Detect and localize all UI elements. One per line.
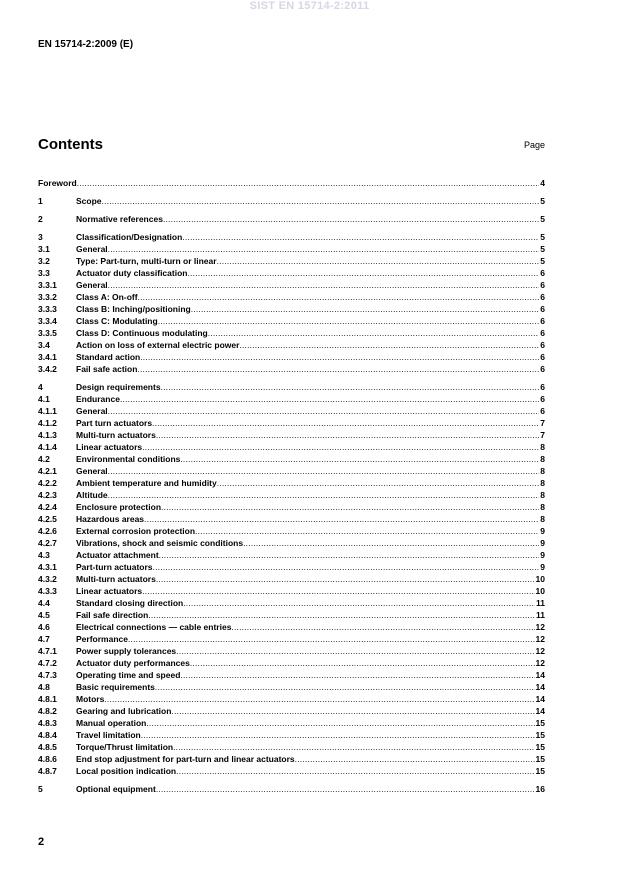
- toc-entry[interactable]: [38, 255, 545, 267]
- toc-entry-number: 4.2.4: [38, 502, 57, 512]
- toc-dot-leader: [120, 393, 539, 405]
- toc-entry-page: 8: [540, 514, 545, 524]
- toc-entry-page: 8: [540, 502, 545, 512]
- toc-entry-title: Class C: Modulating: [76, 316, 158, 326]
- toc-entry-number: 1: [38, 196, 43, 206]
- page-column-label: Page: [523, 140, 545, 150]
- toc-dot-leader: [187, 267, 539, 279]
- toc-entry-title: End stop adjustment for part-turn and linear actuators: [76, 754, 295, 764]
- toc-entry[interactable]: [38, 657, 545, 669]
- toc-entry-page: 6: [540, 382, 545, 392]
- toc-dot-leader: [144, 513, 539, 525]
- toc-entry[interactable]: [38, 441, 545, 453]
- toc-dot-leader: [137, 363, 539, 375]
- toc-entry-number: 4.8.4: [38, 730, 57, 740]
- toc-dot-leader: [180, 453, 539, 465]
- toc-entry-number: 4.8.1: [38, 694, 57, 704]
- toc-entry-number: 4.2.6: [38, 526, 57, 536]
- toc-entry-title: General: [76, 406, 108, 416]
- toc-entry[interactable]: [38, 327, 545, 339]
- toc-entry-number: 3.4: [38, 340, 50, 350]
- toc-entry[interactable]: [38, 405, 545, 417]
- toc-entry[interactable]: [38, 633, 545, 645]
- toc-entry-number: 4.8.3: [38, 718, 57, 728]
- toc-entry[interactable]: [38, 585, 545, 597]
- contents-heading: Contents: [38, 136, 103, 153]
- toc-entry[interactable]: [38, 645, 545, 657]
- toc-dot-leader: [243, 537, 539, 549]
- toc-dot-leader: [156, 429, 539, 441]
- toc-entry-number: 4.8: [38, 682, 50, 692]
- toc-entry-number: 3.3: [38, 268, 50, 278]
- toc-entry-page: 10: [535, 586, 545, 596]
- toc-dot-leader: [173, 741, 534, 753]
- toc-dot-leader: [231, 621, 534, 633]
- toc-entry[interactable]: [38, 669, 545, 681]
- toc-dot-leader: [138, 291, 540, 303]
- toc-entry-title: Foreword: [38, 178, 77, 188]
- toc-entry[interactable]: [38, 561, 545, 573]
- toc-entry-number: 5: [38, 784, 43, 794]
- toc-entry-title: External corrosion protection: [76, 526, 196, 536]
- toc-entry[interactable]: [38, 381, 545, 393]
- toc-entry-number: 4.8.2: [38, 706, 57, 716]
- toc-entry-title: Altitude: [76, 490, 108, 500]
- toc-dot-leader: [190, 657, 535, 669]
- toc-entry-title: Power supply tolerances: [76, 646, 177, 656]
- toc-entry-page: 15: [535, 730, 545, 740]
- toc-entry[interactable]: [38, 705, 545, 717]
- toc-entry[interactable]: [38, 609, 545, 621]
- toc-entry-number: 4.1.1: [38, 406, 57, 416]
- toc-entry-number: 3.3.2: [38, 292, 57, 302]
- toc-entry-page: 5: [540, 232, 545, 242]
- toc-entry-number: 3.1: [38, 244, 50, 254]
- toc-dot-leader: [158, 315, 540, 327]
- toc-dot-leader: [148, 609, 535, 621]
- toc-entry-title: Classification/Designation: [76, 232, 183, 242]
- toc-dot-leader: [161, 381, 540, 393]
- toc-entry-title: Actuator duty classification: [76, 268, 188, 278]
- toc-entry-title: Scope: [76, 196, 102, 206]
- toc-entry[interactable]: [38, 351, 545, 363]
- toc-entry-number: 4.3.3: [38, 586, 57, 596]
- toc-entry-page: 6: [540, 352, 545, 362]
- toc-entry-page: 9: [540, 526, 545, 536]
- toc-dot-leader: [102, 195, 540, 207]
- toc-entry[interactable]: [38, 303, 545, 315]
- toc-entry-number: 4.1: [38, 394, 50, 404]
- toc-entry-page: 14: [535, 670, 545, 680]
- toc-entry[interactable]: [38, 429, 545, 441]
- toc-entry-page: 16: [535, 784, 545, 794]
- toc-dot-leader: [159, 549, 540, 561]
- toc-dot-leader: [146, 717, 534, 729]
- toc-entry-page: 14: [535, 682, 545, 692]
- toc-entry-number: 4.3.2: [38, 574, 57, 584]
- toc-entry-page: 15: [535, 766, 545, 776]
- toc-entry[interactable]: [38, 477, 545, 489]
- toc-entry-number: 4.2.5: [38, 514, 57, 524]
- toc-entry-page: 8: [540, 466, 545, 476]
- toc-entry-number: 3: [38, 232, 43, 242]
- toc-dot-leader: [104, 693, 534, 705]
- toc-dot-leader: [142, 585, 534, 597]
- toc-dot-leader: [128, 633, 535, 645]
- toc-entry-page: 6: [540, 328, 545, 338]
- toc-entry-page: 15: [535, 718, 545, 728]
- toc-entry-page: 12: [535, 622, 545, 632]
- toc-entry[interactable]: [38, 693, 545, 705]
- toc-dot-leader: [180, 669, 534, 681]
- toc-entry-page: 8: [540, 454, 545, 464]
- toc-entry-number: 4.1.2: [38, 418, 57, 428]
- toc-entry-page: 6: [540, 364, 545, 374]
- toc-entry-page: 8: [540, 442, 545, 452]
- toc-entry-number: 4.1.4: [38, 442, 57, 452]
- toc-entry[interactable]: [38, 279, 545, 291]
- toc-entry-number: 4: [38, 382, 43, 392]
- toc-entry-page: 8: [540, 478, 545, 488]
- toc-entry-page: 6: [540, 316, 545, 326]
- toc-entry[interactable]: [38, 243, 545, 255]
- toc-entry-title: Standard closing direction: [76, 598, 184, 608]
- toc-entry[interactable]: [38, 315, 545, 327]
- toc-entry-number: 4.5: [38, 610, 50, 620]
- toc-entry-number: 3.2: [38, 256, 50, 266]
- toc-entry-title: Hazardous areas: [76, 514, 145, 524]
- toc-entry-page: 14: [535, 706, 545, 716]
- toc-dot-leader: [239, 339, 539, 351]
- toc-entry-number: 4.2.1: [38, 466, 57, 476]
- toc-entry-number: 3.4.2: [38, 364, 57, 374]
- toc-entry[interactable]: [38, 501, 545, 513]
- toc-entry-number: 3.4.1: [38, 352, 57, 362]
- toc-entry[interactable]: [38, 213, 545, 225]
- toc-entry-title: Class B: Inching/positioning: [76, 304, 191, 314]
- toc-entry-title: Standard action: [76, 352, 141, 362]
- toc-entry[interactable]: [38, 465, 545, 477]
- toc-entry-title: Design requirements: [76, 382, 161, 392]
- toc-entry-page: 6: [540, 268, 545, 278]
- toc-entry-number: 2: [38, 214, 43, 224]
- toc-entry-page: 6: [540, 304, 545, 314]
- toc-dot-leader: [108, 465, 540, 477]
- toc-entry-number: 4.6: [38, 622, 50, 632]
- toc-entry-title: Optional equipment: [76, 784, 156, 794]
- toc-entry-title: Performance: [76, 634, 128, 644]
- toc-entry-page: 10: [535, 574, 545, 584]
- toc-entry[interactable]: [38, 729, 545, 741]
- toc-entry[interactable]: [38, 513, 545, 525]
- toc-entry-title: Ambient temperature and humidity: [76, 478, 217, 488]
- toc-entry-number: 4.3.1: [38, 562, 57, 572]
- toc-entry-title: Linear actuators: [76, 586, 143, 596]
- toc-dot-leader: [152, 417, 539, 429]
- toc-dot-leader: [176, 645, 534, 657]
- toc-entry-title: Action on loss of external electric power: [76, 340, 240, 350]
- toc-dot-leader: [156, 573, 535, 585]
- toc-entry-page: 4: [540, 178, 545, 188]
- toc-entry-title: Type: Part-turn, multi-turn or linear: [76, 256, 217, 266]
- toc-dot-leader: [161, 501, 539, 513]
- toc-dot-leader: [108, 405, 540, 417]
- toc-entry-number: 4.7.2: [38, 658, 57, 668]
- toc-entry-page: 5: [540, 256, 545, 266]
- toc-entry-page: 9: [540, 562, 545, 572]
- toc-entry-number: 3.3.1: [38, 280, 57, 290]
- toc-dot-leader: [153, 561, 540, 573]
- toc-entry-number: 4.2.2: [38, 478, 57, 488]
- toc-entry[interactable]: [38, 537, 545, 549]
- toc-entry-page: 11: [536, 598, 545, 608]
- toc-entry-title: Motors: [76, 694, 105, 704]
- toc-entry[interactable]: [38, 783, 545, 795]
- toc-entry-number: 4.7.3: [38, 670, 57, 680]
- toc-entry-number: 4.2.7: [38, 538, 57, 548]
- toc-entry[interactable]: [38, 453, 545, 465]
- toc-entry-number: 4.8.6: [38, 754, 57, 764]
- toc-dot-leader: [195, 525, 539, 537]
- toc-dot-leader: [141, 729, 535, 741]
- toc-entry[interactable]: [38, 765, 545, 777]
- toc-entry-title: Electrical connections — cable entries: [76, 622, 232, 632]
- toc-entry[interactable]: [38, 291, 545, 303]
- toc-entry-page: 14: [535, 694, 545, 704]
- toc-entry[interactable]: [38, 363, 545, 375]
- toc-entry-page: 6: [540, 280, 545, 290]
- toc-entry-title: Enclosure protection: [76, 502, 162, 512]
- toc-entry-title: Normative references: [76, 214, 163, 224]
- toc-entry[interactable]: [38, 597, 545, 609]
- toc-entry-number: 4.3: [38, 550, 50, 560]
- toc-dot-leader: [142, 441, 539, 453]
- toc-entry-title: Vibrations, shock and seismic conditions: [76, 538, 244, 548]
- toc-entry[interactable]: [38, 525, 545, 537]
- toc-dot-leader: [140, 351, 539, 363]
- toc-dot-leader: [217, 255, 540, 267]
- toc-entry-title: Class A: On-off: [76, 292, 138, 302]
- toc-dot-leader: [163, 213, 539, 225]
- table-of-contents: [38, 177, 545, 795]
- toc-dot-leader: [156, 783, 535, 795]
- toc-dot-leader: [217, 477, 540, 489]
- toc-entry[interactable]: [38, 393, 545, 405]
- toc-dot-leader: [171, 705, 534, 717]
- toc-entry-number: 3.3.4: [38, 316, 57, 326]
- toc-entry[interactable]: [38, 549, 545, 561]
- toc-entry-number: 4.7: [38, 634, 50, 644]
- watermark: SIST EN 15714-2:2011: [249, 0, 370, 12]
- toc-dot-leader: [108, 489, 540, 501]
- toc-entry-title: Actuator duty performances: [76, 658, 190, 668]
- toc-entry-title: Travel limitation: [76, 730, 141, 740]
- toc-entry-title: Multi-turn actuators: [76, 430, 156, 440]
- toc-entry[interactable]: [38, 741, 545, 753]
- toc-entry-page: 8: [540, 490, 545, 500]
- toc-entry-page: 5: [540, 244, 545, 254]
- toc-entry-title: Actuator attachment: [76, 550, 159, 560]
- toc-entry-page: 5: [540, 214, 545, 224]
- toc-entry-title: Multi-turn actuators: [76, 574, 156, 584]
- toc-entry-title: Fail safe direction: [76, 610, 149, 620]
- toc-entry-page: 9: [540, 550, 545, 560]
- toc-entry-title: Torque/Thrust limitation: [76, 742, 174, 752]
- toc-entry-page: 12: [535, 646, 545, 656]
- toc-entry-title: Basic requirements: [76, 682, 155, 692]
- toc-entry-page: 15: [535, 742, 545, 752]
- toc-entry-number: 4.2.3: [38, 490, 57, 500]
- toc-entry-page: 9: [540, 538, 545, 548]
- toc-entry[interactable]: [38, 177, 545, 189]
- toc-entry-number: 3.3.5: [38, 328, 57, 338]
- toc-entry-page: 6: [540, 406, 545, 416]
- toc-entry[interactable]: [38, 231, 545, 243]
- toc-entry-title: Endurance: [76, 394, 120, 404]
- toc-dot-leader: [182, 231, 539, 243]
- toc-entry-title: Environmental conditions: [76, 454, 181, 464]
- document-id: EN 15714-2:2009 (E): [38, 39, 134, 50]
- toc-entry-title: Linear actuators: [76, 442, 143, 452]
- toc-entry-page: 12: [535, 634, 545, 644]
- toc-entry-page: 12: [535, 658, 545, 668]
- toc-entry-title: Part-turn actuators: [76, 562, 153, 572]
- toc-entry-page: 6: [540, 340, 545, 350]
- toc-entry-title: General: [76, 280, 108, 290]
- toc-entry-title: Gearing and lubrication: [76, 706, 172, 716]
- toc-entry-title: Local position indication: [76, 766, 177, 776]
- toc-dot-leader: [183, 597, 535, 609]
- toc-entry-title: Manual operation: [76, 718, 147, 728]
- toc-entry[interactable]: [38, 621, 545, 633]
- toc-dot-leader: [77, 177, 540, 189]
- toc-entry-page: 7: [540, 430, 545, 440]
- toc-dot-leader: [176, 765, 534, 777]
- toc-entry-title: General: [76, 466, 108, 476]
- toc-dot-leader: [295, 753, 535, 765]
- toc-entry[interactable]: [38, 753, 545, 765]
- toc-entry-page: 15: [535, 754, 545, 764]
- toc-entry-number: 4.2: [38, 454, 50, 464]
- toc-entry-number: 4.7.1: [38, 646, 57, 656]
- toc-dot-leader: [191, 303, 540, 315]
- toc-entry-title: Fail safe action: [76, 364, 138, 374]
- page-number: 2: [38, 836, 45, 848]
- toc-entry[interactable]: [38, 717, 545, 729]
- toc-entry[interactable]: [38, 489, 545, 501]
- toc-dot-leader: [108, 243, 540, 255]
- toc-dot-leader: [108, 279, 540, 291]
- toc-entry-title: Class D: Continuous modulating: [76, 328, 208, 338]
- toc-entry[interactable]: [38, 339, 545, 351]
- toc-entry-title: Part turn actuators: [76, 418, 153, 428]
- toc-entry[interactable]: [38, 195, 545, 207]
- toc-entry-number: 4.8.7: [38, 766, 57, 776]
- toc-entry-number: 4.1.3: [38, 430, 57, 440]
- toc-entry[interactable]: [38, 267, 545, 279]
- toc-entry-page: 11: [536, 610, 545, 620]
- toc-entry-number: 4.8.5: [38, 742, 57, 752]
- toc-dot-leader: [208, 327, 540, 339]
- toc-entry-page: 6: [540, 394, 545, 404]
- toc-entry-page: 5: [540, 196, 545, 206]
- toc-entry[interactable]: [38, 681, 545, 693]
- toc-entry-page: 6: [540, 292, 545, 302]
- toc-entry-number: 4.4: [38, 598, 50, 608]
- toc-entry-number: 3.3.3: [38, 304, 57, 314]
- toc-entry[interactable]: [38, 417, 545, 429]
- toc-entry-title: General: [76, 244, 108, 254]
- toc-dot-leader: [155, 681, 535, 693]
- toc-entry[interactable]: [38, 573, 545, 585]
- toc-entry-page: 7: [540, 418, 545, 428]
- toc-entry-title: Operating time and speed: [76, 670, 181, 680]
